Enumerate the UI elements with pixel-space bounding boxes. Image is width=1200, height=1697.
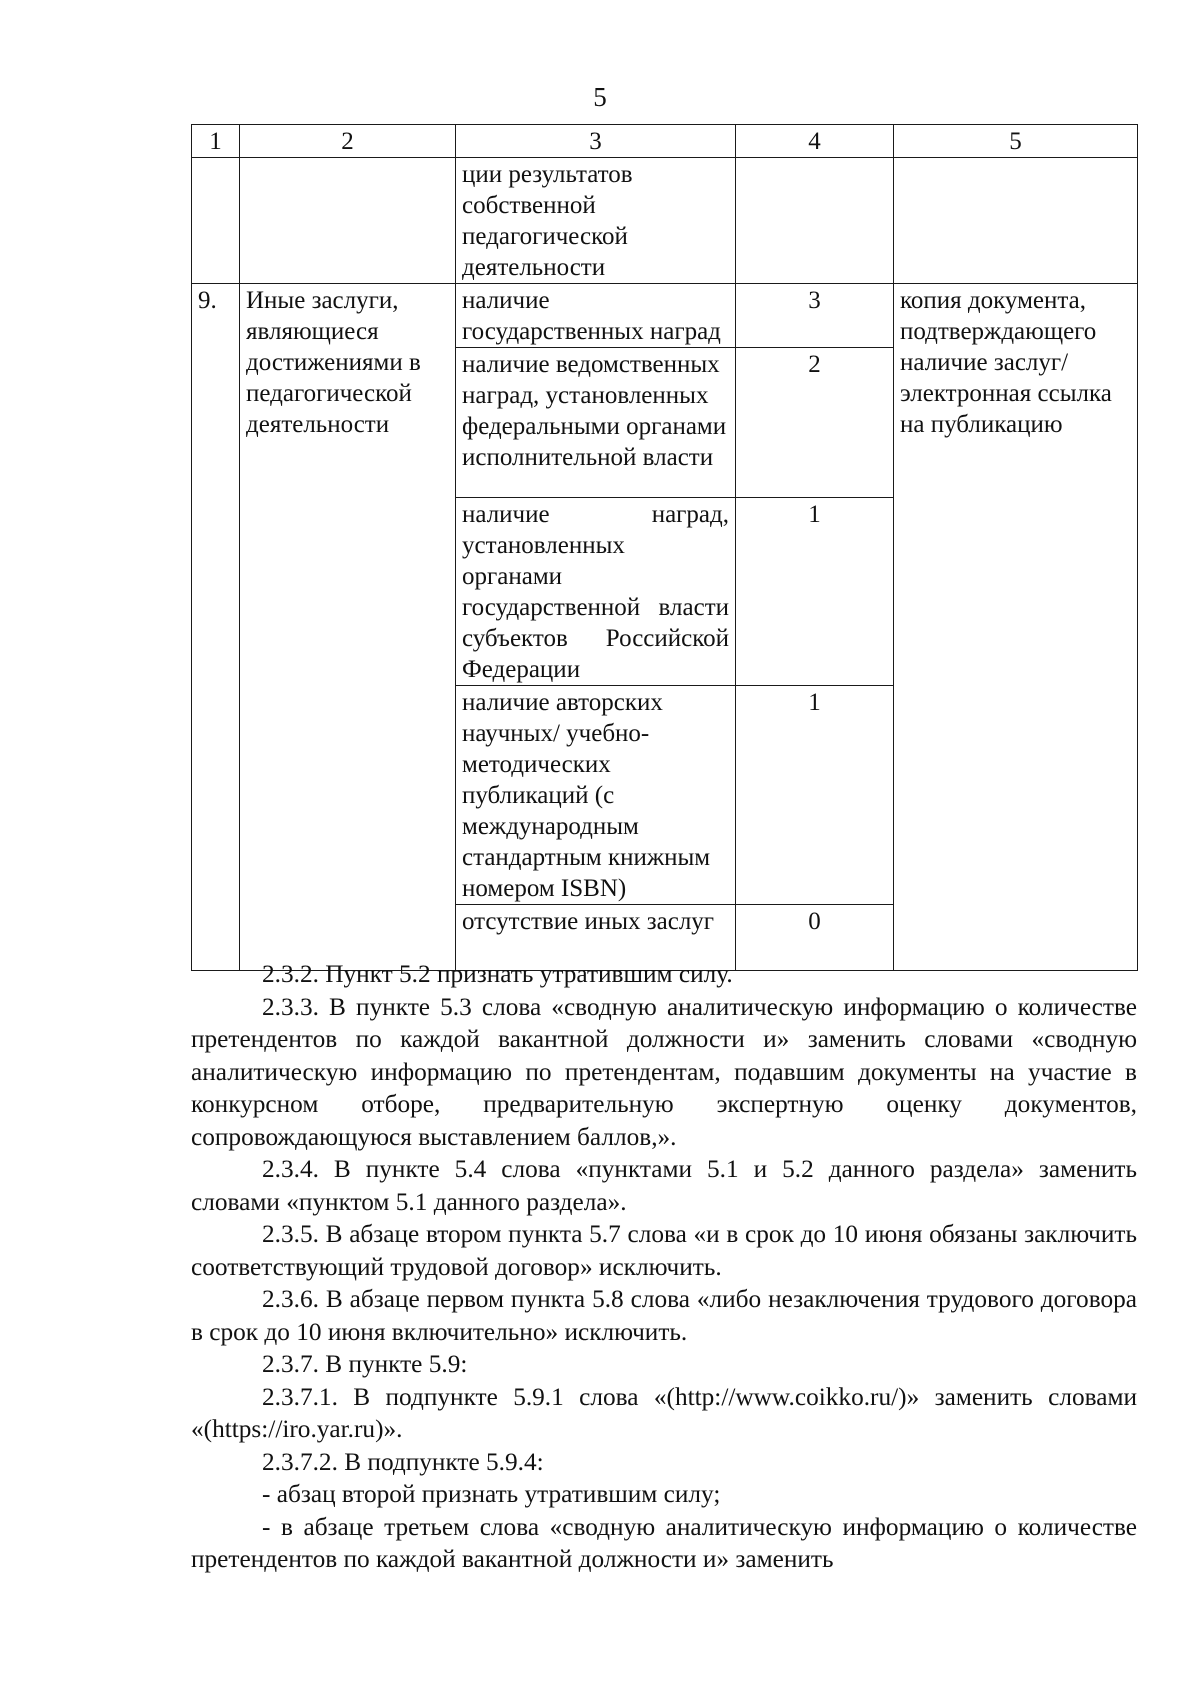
table-row [192,284,1138,348]
paragraph: 2.3.2. Пункт 5.2 признать утратившим силу. [262,960,733,988]
paragraph: 2.3.6. В абзаце первом пункта 5.8 слова «либо незаключения трудового договора в срок до 10 июня включительно» исключить. [191,1285,1137,1346]
paragraph: 2.3.7.1. В подпункте 5.9.1 слова «(http://www.coikko.ru/)» заменить словами «(https://iro.yar.ru)». [191,1382,1137,1443]
indicator-cell: наличие государственных наград [456,284,736,348]
header-cell: 4 [736,125,894,158]
indicator-cell: наличие наград, установленных органами государственной власти субъектов Российской Федерации [456,498,736,686]
header-cell: 1 [192,125,240,158]
body-text [191,958,1137,1576]
page-number: 5 [593,82,607,112]
paragraph: 2.3.4. В пункте 5.4 слова «пунктами 5.1 и 5.2 данного раздела» заменить словами «пунктом 5.1 данного раздела». [191,1155,1137,1216]
score-cell: 1 [736,498,894,686]
paragraph: 2.3.3. В пункте 5.3 слова «сводную аналитическую информацию о количестве претендентов по каждой вакантной должности и» заменить словами «сводную аналитическую информацию по претендентам, подавшим документы на участие в конкурсном отборе, предварительную экспертную оценку документов, сопровождающуюся выставлением баллов,». [191,992,1137,1151]
criterion-cell: Иные заслуги, являющиеся достижениями в педагогической деятельности [240,284,456,971]
paragraph: - в абзаце третьем слова «сводную аналитическую информацию о количестве претендентов по каждой вакантной должности и» заменить [191,1512,1137,1573]
indicator-cell: отсутствие иных заслуг [456,905,736,971]
paragraph: 2.3.7. В пункте 5.9: [262,1350,468,1378]
header-cell: 3 [456,125,736,158]
score-cell: 2 [736,348,894,498]
score-cell: 1 [736,686,894,905]
table-row-continuation [192,158,1138,284]
paragraph: - абзац второй признать утратившим силу; [262,1480,721,1508]
row-number: 9. [192,284,240,971]
confirmation-cell: копия документа, подтверждающего наличие заслуг/ электронная ссылка на публикацию [894,284,1138,971]
criteria-table [191,124,1138,971]
indicator-cell: наличие ведомственных наград, установленных федеральными органами исполнительной власти [456,348,736,498]
indicator-cell: ции результатов собственной педагогической деятельности [456,158,736,284]
header-cell: 5 [894,125,1138,158]
paragraph: 2.3.7.2. В подпункте 5.9.4: [262,1447,544,1476]
header-cell: 2 [240,125,456,158]
score-cell: 0 [736,905,894,971]
score-cell: 3 [736,284,894,348]
indicator-cell: наличие авторских научных/ учебно-методических публикаций (с международным стандартным книжным номером ISBN) [456,686,736,905]
table-header-row [192,125,1138,158]
paragraph: 2.3.5. В абзаце втором пункта 5.7 слова «и в срок до 10 июня обязаны заключить соответствующий трудовой договор» исключить. [191,1220,1137,1281]
